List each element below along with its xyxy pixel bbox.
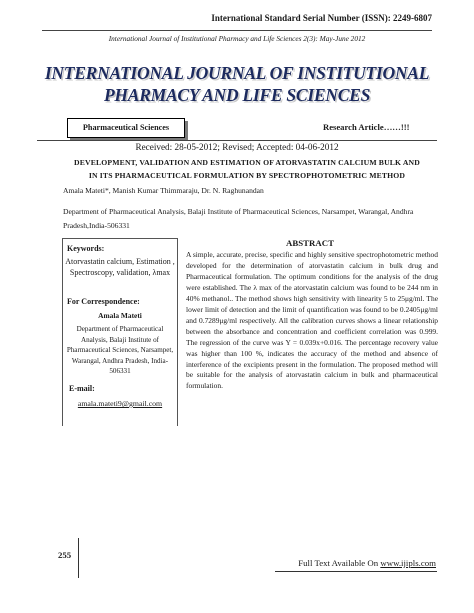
issn-header: International Standard Serial Number (ISSN): 2249-6807	[211, 13, 432, 23]
email-label: E-mail:	[69, 384, 95, 393]
abstract-heading: ABSTRACT	[286, 238, 334, 248]
paper-title-line-2: IN ITS PHARMACEUTICAL FORMULATION BY SPECTROPHOTOMETRIC METHOD	[88, 171, 406, 180]
submission-dates: Received: 28-05-2012; Revised; Accepted: 04-06-2012	[135, 142, 339, 152]
footer-full-text	[298, 558, 436, 568]
correspondence-label: For Correspondence:	[67, 297, 140, 306]
footer-site-link[interactable]: www.ijipls.com	[380, 558, 436, 568]
journal-citation-line: International Journal of Institutional Pharmacy and Life Sciences 2(3): May-June 2012	[108, 34, 366, 43]
abstract-text: A simple, accurate, precise, specific and highly sensitive spectrophotometric method developed for the determination of atorvastatin calcium in bulk drug and Pharmaceutical formulation. The optimum conditions for the analysis of the drug were established. The λ max of the atorvastatin calcium was found to be 244 nm in 40% methanol.. The method shows high sensitivity with linearity 5 to 25μg/ml. The lower limit of detection and the limit of quantification was found to be 0.2405μg/ml and 0.7289μg/ml respectively. All the calibration curves shows a linear relationship between the absorbance and concentration and coefficient correlation was 0.999. The regression of the curve was Y = 0.039x+0.016. The percentage recovery value was higher than 100 %, indicates the accuracy of the method and absence of interference of the excipients present in the formulation. The proposed method will be suitable for the analysis of atorvastatin calcium in bulk and pharmaceutical formulation.	[186, 250, 438, 391]
footer-rule	[275, 571, 437, 572]
email-link[interactable]: amala.mateti9@gmail.com	[77, 399, 163, 408]
keywords-label: Keywords:	[67, 244, 105, 253]
footer-vertical-rule	[78, 538, 79, 578]
paper-title	[56, 156, 438, 182]
author-list: Amala Mateti*, Manish Kumar Thimmaraju, Dr. N. Raghunandan	[63, 186, 264, 195]
header-rule	[42, 30, 432, 31]
article-type-label: Research Article……!!!	[323, 122, 410, 132]
journal-title-line-1: INTERNATIONAL JOURNAL OF INSTITUTIONAL	[44, 63, 430, 83]
journal-title-line-2: PHARMACY AND LIFE SCIENCES	[103, 85, 371, 105]
correspondence-address: Department of Pharmaceutical Analysis, Balaji Institute of Pharmaceutical Sciences, Narsampet, Warangal, Andhra Pradesh, India-506331	[66, 325, 174, 375]
page-number: 255	[58, 550, 72, 560]
keywords-text: Atorvastatin calcium, Estimation , Spectroscopy, validation, λmax	[65, 257, 175, 277]
section-rule	[37, 140, 437, 141]
category-badge: Pharmaceutical Sciences	[67, 118, 185, 138]
info-sidebar	[62, 238, 178, 426]
footer-label: Full Text Available On	[298, 558, 381, 568]
author-affiliation: Department of Pharmaceutical Analysis, Balaji Institute of Pharmaceutical Sciences, Narsampet, Warangal, Andhra Pradesh,India-506331	[63, 207, 414, 230]
correspondence-name: Amala Mateti	[98, 311, 142, 320]
journal-title	[0, 62, 474, 106]
paper-title-line-1: DEVELOPMENT, VALIDATION AND ESTIMATION OF ATORVASTATIN CALCIUM BULK AND	[74, 158, 420, 167]
